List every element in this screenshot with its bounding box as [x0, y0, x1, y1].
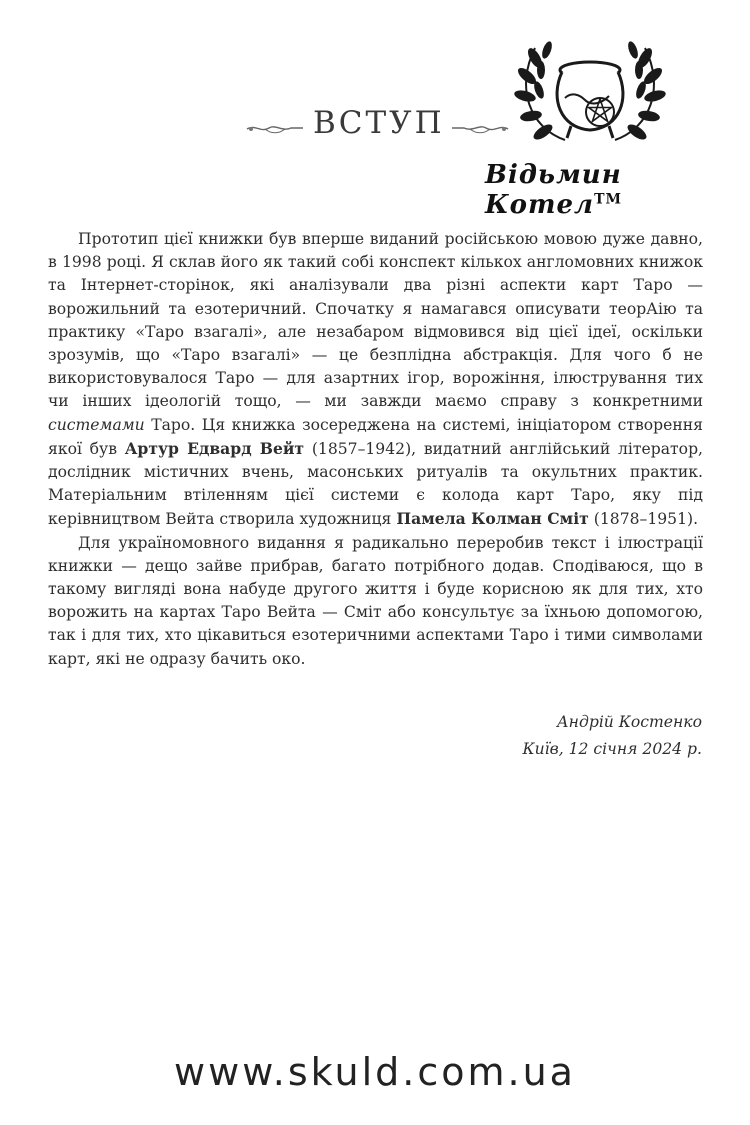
- text-run: (1857–1942), видатний англійський літератор, дослідник містичних вчень, масонських ритуалів та окультних практик. Матеріальним втіленням цієї системи є колода карт Таро, яку під керівництвом Вейта створила художниця: [48, 439, 704, 529]
- intro-text: [48, 228, 703, 671]
- cauldron-pentagram-laurel-icon: [505, 28, 675, 153]
- text-run: Прототип цієї книжки був вперше виданий російською мовою дуже давно, в 1998 році. Я склав його як такий собі конспект кількох англомовних книжок та Інтернет-сторінок, які аналізували два різні аспекти карт Таро — ворожильний та езотеричний. Спочатку я намагався описувати теорАію та практику «Таро взагалі», але незабаром відмовився від цієї ідеї, оскільки зрозумів, що «Таро взагалі» — це безплідна абстракція. Для чого б не використовувалося Таро — для азартних ігор, ворожіння, ілюстрування тих чи інших ідеологій тощо, — ми завжди маємо справу з конкретними: [48, 230, 703, 411]
- text-run: Таро. Ця книжка зосереджена на системі, ініціатором створення якої був: [48, 415, 703, 458]
- scroll-ornament-right-icon: [450, 120, 510, 136]
- bold-name: Артур Едвард Вейт: [124, 438, 305, 458]
- emphasis-text: системами: [48, 415, 145, 434]
- paragraph: [48, 228, 703, 532]
- chapter-title-group: [245, 105, 505, 145]
- paragraph: Для україномовного видання я радикально переробив текст і ілюстрації книжки — дещо зайве прибрав, багато потрібного додав. Сподіваюся, що в такому вигляді вона набуде другого життя і буде корисною як для тих, хто ворожить на картах Таро Вейта — Сміт або консультує за їхньою допомогою, так і для тих, хто цікавиться езотеричними аспектами Таро і тими символами карт, які не одразу бачить око.: [48, 533, 703, 668]
- scroll-ornament-left-icon: [245, 120, 305, 136]
- signature-place-date: Київ, 12 січня 2024 р.: [522, 740, 702, 758]
- bold-name: Памела Колман Сміт: [396, 509, 589, 529]
- chapter-title: ВСТУП: [313, 105, 445, 141]
- trademark-mark: TM: [594, 191, 622, 208]
- text-run: (1878–1951).: [588, 510, 699, 529]
- website-link[interactable]: www.skuld.com.ua: [174, 1050, 576, 1094]
- brand-text: Відьмин Котел: [485, 160, 622, 220]
- signature-author: Андрій Костенко: [556, 713, 702, 731]
- brand-name: [485, 160, 725, 220]
